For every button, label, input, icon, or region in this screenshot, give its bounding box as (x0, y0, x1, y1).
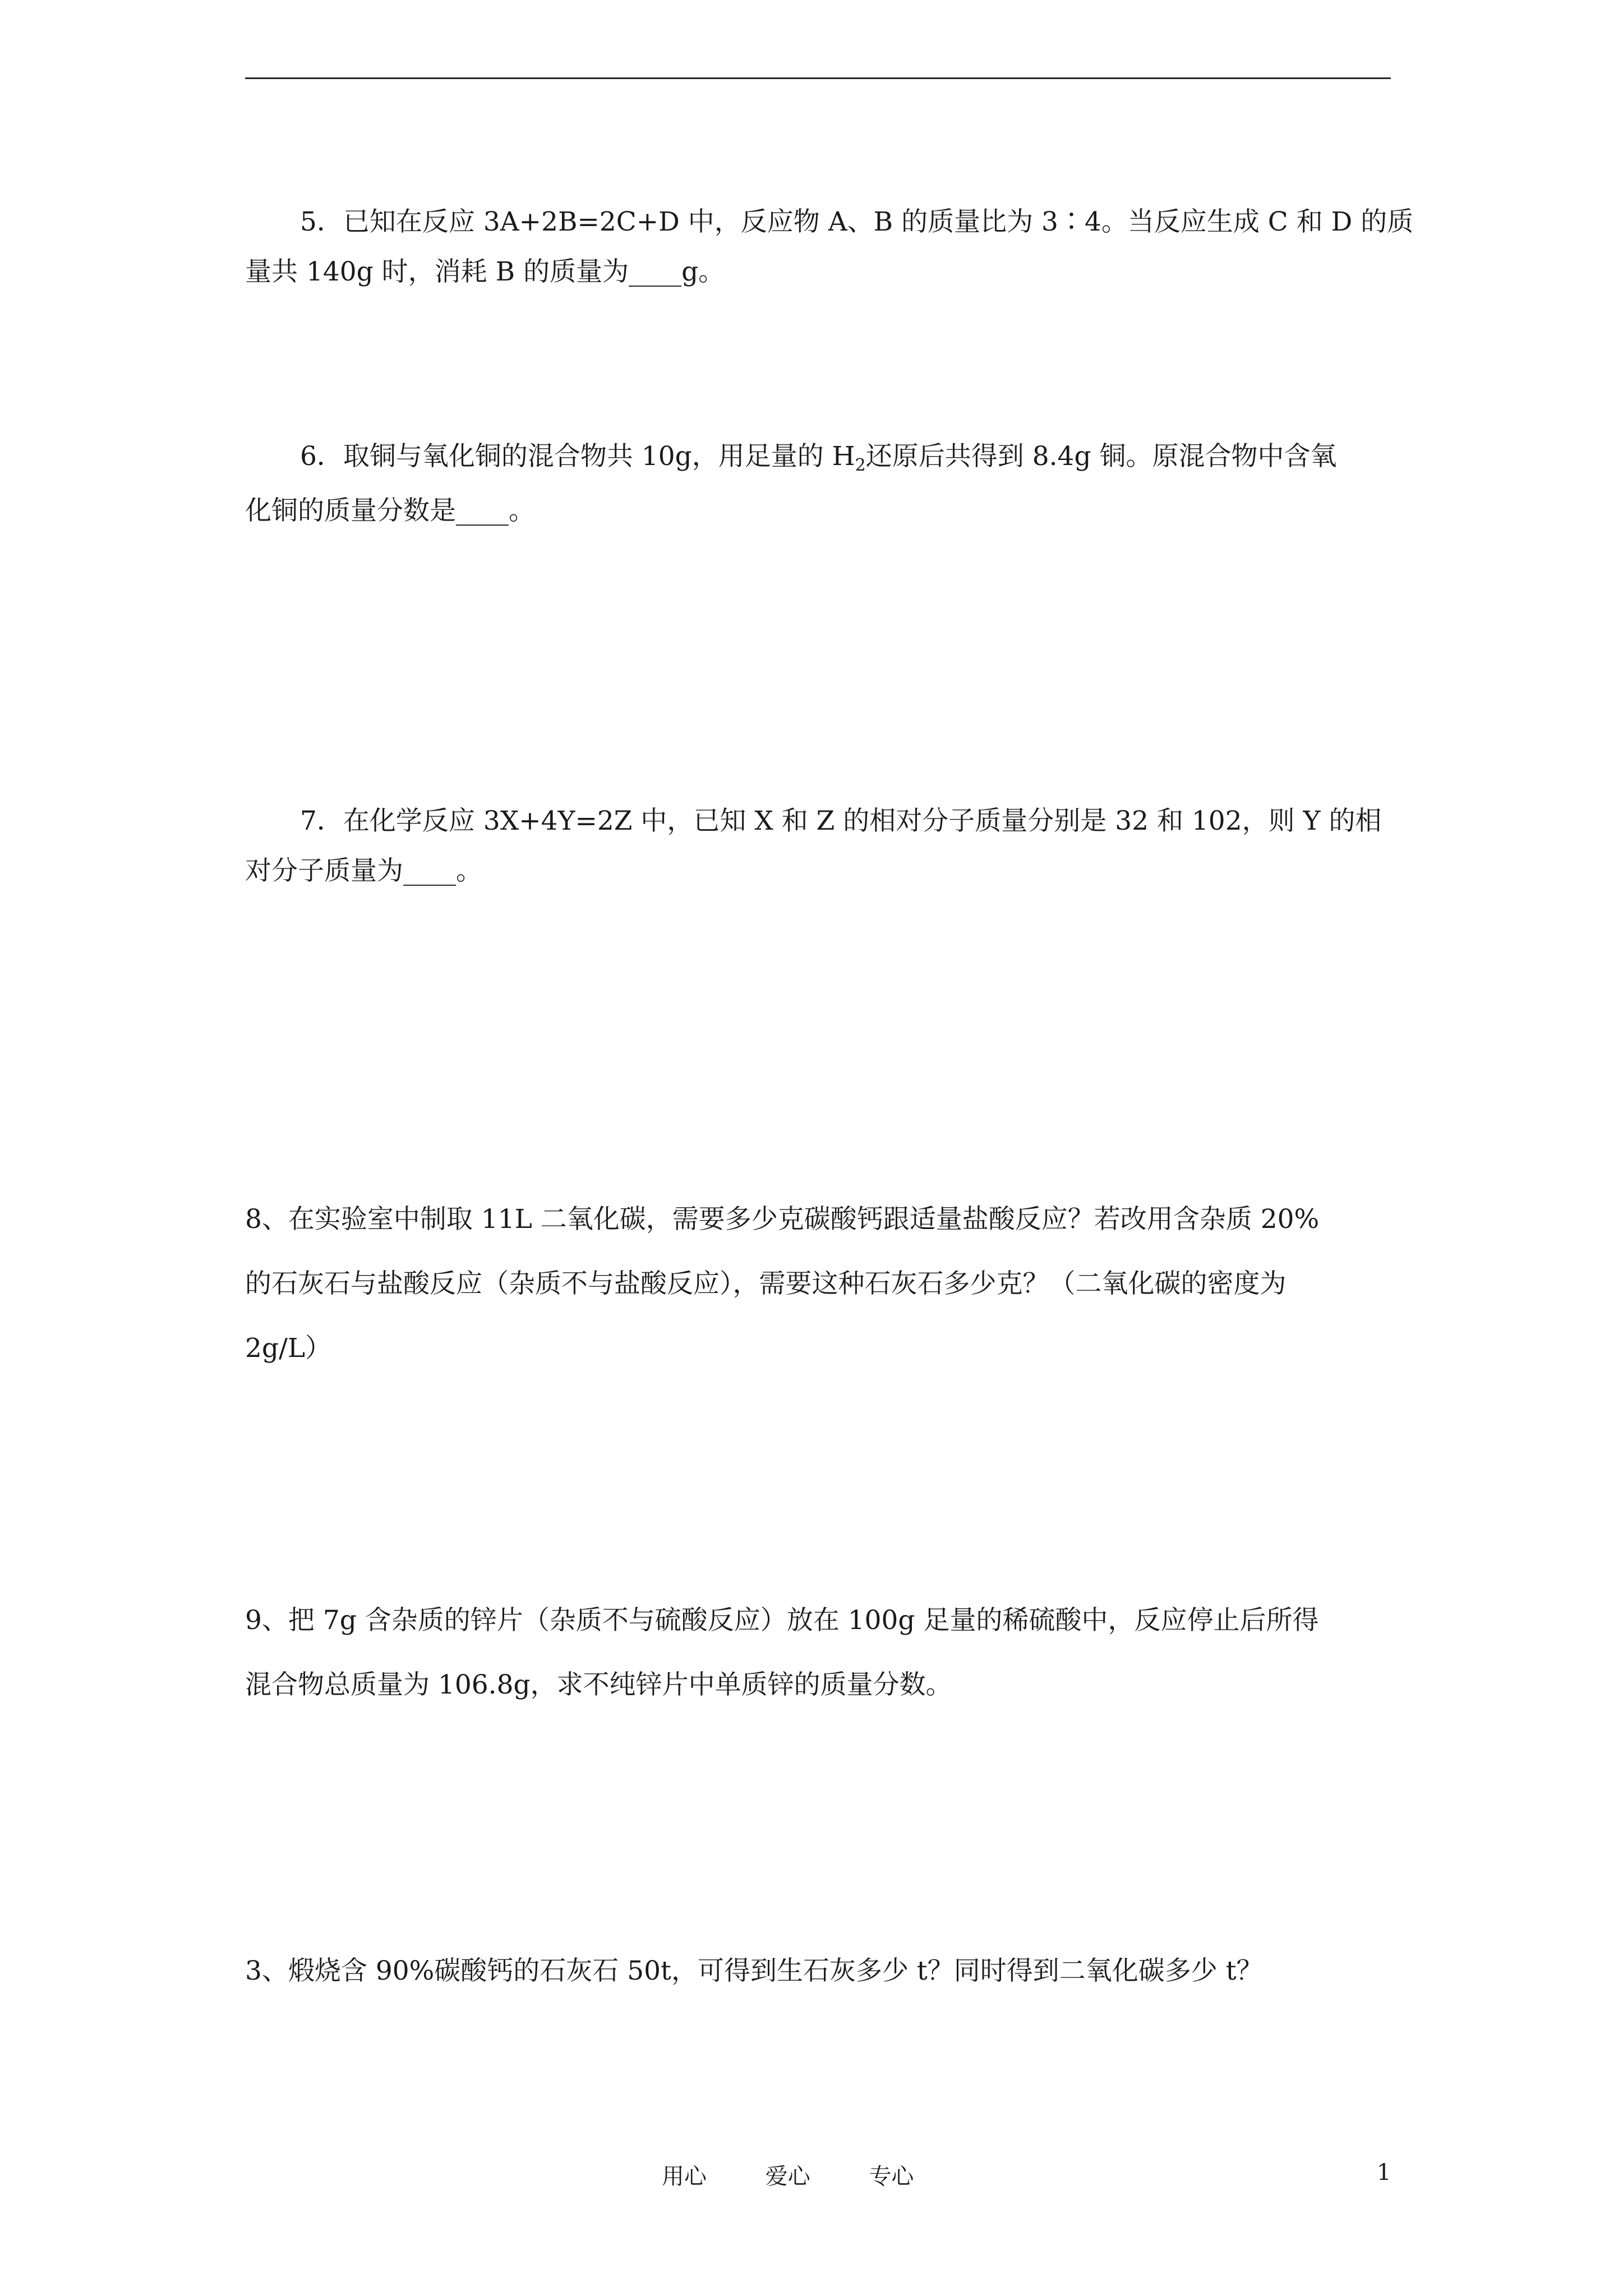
question-line: 的石灰石与盐酸反应（杂质不与盐酸反应），需要这种石灰石多少克？（二氧化碳的密度为 (245, 1268, 1287, 1299)
question-line: 化铜的质量分数是____。 (245, 495, 535, 526)
question-5 (245, 206, 1414, 287)
question-6 (245, 443, 1391, 524)
footer-motto-item: 用心 (662, 2164, 707, 2189)
question-9 (245, 1607, 1391, 1698)
header-rule (245, 77, 1391, 79)
footer-motto-item: 专心 (869, 2164, 914, 2189)
question-line: 8、在实验室中制取 11L 二氧化碳，需要多少克碳酸钙跟适量盐酸反应？若改用含杂质 20% (245, 1204, 1320, 1235)
subscript: 2 (855, 455, 866, 475)
question-line: 5．已知在反应 3A+2B=2C+D 中，反应物 A、B 的质量比为 3∶4。当反应生成 C 和 D 的质 (300, 206, 1414, 237)
question-line: 对分子质量为____。 (245, 855, 482, 886)
question-line: 9、把 7g 含杂质的锌片（杂质不与硫酸反应）放在 100g 足量的稀硫酸中，反应停止后所得 (245, 1605, 1319, 1636)
question-line: 7．在化学反应 3X+4Y=2Z 中，已知 X 和 Z 的相对分子质量分别是 32 和 102，则 Y 的相 (300, 806, 1382, 836)
question-3 (245, 1955, 1391, 1986)
page-number: 1 (1377, 2160, 1391, 2185)
question-8 (245, 1204, 1391, 1364)
footer-motto (662, 2159, 914, 2191)
question-text: 6．取铜与氧化铜的混合物共 10g，用足量的 H (300, 441, 855, 472)
footer-motto-item: 爱心 (765, 2164, 810, 2189)
question-7 (245, 808, 1391, 884)
question-text: 还原后共得到 8.4g 铜。原混合物中含氧 (865, 441, 1337, 472)
question-line: 混合物总质量为 106.8g，求不纯锌片中单质锌的质量分数。 (245, 1669, 952, 1700)
question-line: 量共 140g 时，消耗 B 的质量为____g。 (245, 256, 725, 287)
question-line: 2g/L） (245, 1333, 332, 1364)
question-line: 3、煅烧含 90%碳酸钙的石灰石 50t，可得到生石灰多少 t？同时得到二氧化碳多少 t？ (245, 1955, 1263, 1986)
question-line (245, 443, 1391, 474)
